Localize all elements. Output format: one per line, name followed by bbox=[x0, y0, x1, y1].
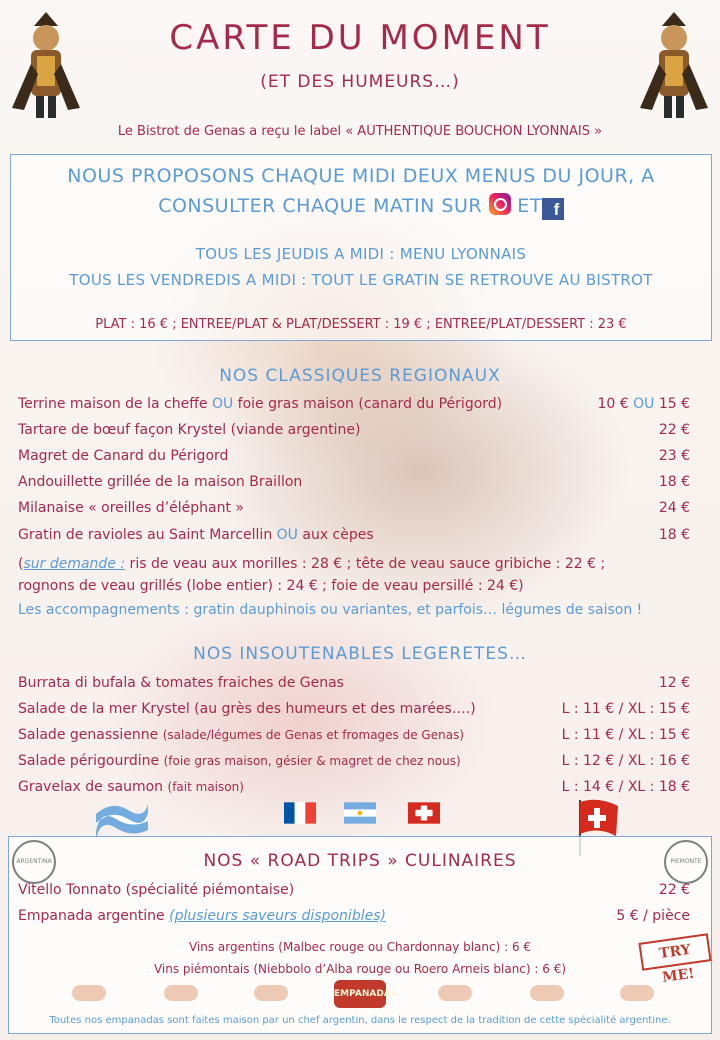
empanadas-logo bbox=[164, 985, 198, 1001]
menu-item-name: Milanaise « oreilles d’éléphant » bbox=[18, 500, 244, 516]
piedmont-wines: Vins piémontais (Niebbolo d’Alba rouge ou Roero Arneis blanc) : 6 €) bbox=[153, 962, 567, 976]
piemonte-stamp: PIEMONTE bbox=[664, 840, 708, 884]
menu-item bbox=[18, 701, 690, 723]
menu-item bbox=[18, 474, 690, 496]
menu-item-price: L : 11 € / XL : 15 € bbox=[561, 727, 690, 743]
empanadas-footer-note: Toutes nos empanadas sont faites maison par un chef argentin, dans le respect de la tradition de cette spécialité argentine. bbox=[49, 1015, 671, 1026]
menu-item bbox=[18, 882, 690, 904]
on-request-note: (sur demande : ris de veau aux morilles : 28 € ; tête de veau sauce gribiche : 22 € ; rognons de veau grillés (lobe entier) : 24 € ; foie de veau persillé : 24 €) bbox=[18, 556, 606, 594]
section-title-road-trips: NOS « ROAD TRIPS » CULINAIRES bbox=[203, 851, 517, 871]
menu-item bbox=[18, 753, 690, 775]
menu-item bbox=[18, 396, 690, 418]
empanadas-logo bbox=[72, 985, 106, 1001]
menu-item-price: 22 € bbox=[658, 422, 690, 438]
flavours-available-link[interactable]: (plusieurs saveurs disponibles) bbox=[169, 908, 386, 924]
france-flag bbox=[284, 802, 316, 824]
side-dishes-note: Les accompagnements : gratin dauphinois ou variantes, et parfois… légumes de saison ! bbox=[18, 602, 643, 618]
menu-item bbox=[18, 422, 690, 444]
menu-item-name: Terrine maison de la cheffe OU foie gras maison (canard du Périgord) bbox=[18, 396, 503, 412]
menu-item bbox=[18, 500, 690, 522]
menu-item-name: Burrata di bufala & tomates fraiches de Genas bbox=[18, 675, 344, 691]
menu-item bbox=[18, 908, 690, 930]
menu-item-price: 10 € OU 15 € bbox=[597, 396, 690, 412]
daily-line-1: NOUS PROPOSONS CHAQUE MIDI DEUX MENUS DU JOUR, A bbox=[67, 165, 655, 187]
menu-item bbox=[18, 675, 690, 697]
menu-item-price: L : 12 € / XL : 16 € bbox=[561, 753, 690, 769]
menu-item bbox=[18, 527, 690, 549]
section-title-legeretes: NOS INSOUTENABLES LEGERETES… bbox=[193, 644, 527, 664]
savoy-flag bbox=[408, 802, 440, 824]
menu-item-price: 24 € bbox=[658, 500, 690, 516]
empanadas-logo bbox=[254, 985, 288, 1001]
empanadas-logo bbox=[438, 985, 472, 1001]
empanadas-logo bbox=[530, 985, 564, 1001]
menu-item-name: Salade genassienne (salade/légumes de Genas et fromages de Genas) bbox=[18, 727, 465, 743]
try-me-stamp: TRY ME! bbox=[638, 933, 711, 970]
menu-prices: PLAT : 16 € ; ENTREE/PLAT & PLAT/DESSERT : 19 € ; ENTREE/PLAT/DESSERT : 23 € bbox=[95, 317, 627, 332]
menu-item-price: 5 € / pièce bbox=[616, 908, 690, 924]
menu-item-name: Gratin de ravioles au Saint Marcellin OU aux cèpes bbox=[18, 527, 374, 543]
page-title: CARTE DU MOMENT bbox=[169, 18, 551, 58]
menu-item-price: L : 14 € / XL : 18 € bbox=[561, 779, 690, 795]
menu-item-name: Tartare de bœuf façon Krystel (viande argentine) bbox=[18, 422, 361, 438]
menu-item-name: Magret de Canard du Périgord bbox=[18, 448, 229, 464]
menu-item-price: 22 € bbox=[658, 882, 690, 898]
empanadas-logo bbox=[620, 985, 654, 1001]
daily-line-2 bbox=[11, 191, 711, 221]
page-subtitle: (ET DES HUMEURS…) bbox=[260, 72, 460, 92]
menu-item-name: Empanada argentine (plusieurs saveurs disponibles) bbox=[18, 908, 386, 924]
menu-item-price: 12 € bbox=[658, 675, 690, 691]
daily-and-text: ET bbox=[517, 195, 542, 217]
daily-menus-box bbox=[10, 154, 712, 341]
menu-item-name: Gravelax de saumon (fait maison) bbox=[18, 779, 244, 795]
argentine-wines: Vins argentins (Malbec rouge ou Chardonnay blanc) : 6 € bbox=[188, 940, 532, 954]
argentina-flag bbox=[344, 802, 376, 824]
daily-line-2-text: CONSULTER CHAQUE MATIN SUR bbox=[158, 195, 483, 217]
menu-item-name: Salade de la mer Krystel (au grès des humeurs et des marées….) bbox=[18, 701, 476, 717]
menu-item-name: Salade périgourdine (foie gras maison, gésier & magret de chez nous) bbox=[18, 753, 461, 769]
friday-menu: TOUS LES VENDREDIS A MIDI : TOUT LE GRATIN SE RETROUVE AU BISTROT bbox=[69, 271, 653, 289]
menu-item-price: 18 € bbox=[658, 474, 690, 490]
section-title-classiques: NOS CLASSIQUES REGIONAUX bbox=[219, 366, 501, 386]
instagram-icon[interactable] bbox=[489, 193, 511, 215]
thursday-menu: TOUS LES JEUDIS A MIDI : MENU LYONNAIS bbox=[195, 245, 527, 263]
argentina-stamp: ARGENTINA bbox=[12, 840, 56, 884]
menu-item-name: Vitello Tonnato (spécialité piémontaise) bbox=[18, 882, 295, 898]
menu-item bbox=[18, 727, 690, 749]
on-request-label: sur demande : bbox=[23, 556, 126, 572]
menu-item-price: L : 11 € / XL : 15 € bbox=[561, 701, 690, 717]
menu-item-price: 23 € bbox=[658, 448, 690, 464]
menu-item bbox=[18, 448, 690, 470]
label-announcement: Le Bistrot de Genas a reçu le label « AUTHENTIQUE BOUCHON LYONNAIS » bbox=[117, 124, 603, 139]
facebook-icon[interactable]: f bbox=[542, 198, 564, 220]
empanadas-logo-main: EMPANADAS bbox=[334, 980, 386, 1008]
menu-item-name: Andouillette grillée de la maison Braillon bbox=[18, 474, 303, 490]
daily-menus-announcement bbox=[11, 161, 711, 221]
menu-item-price: 18 € bbox=[658, 527, 690, 543]
